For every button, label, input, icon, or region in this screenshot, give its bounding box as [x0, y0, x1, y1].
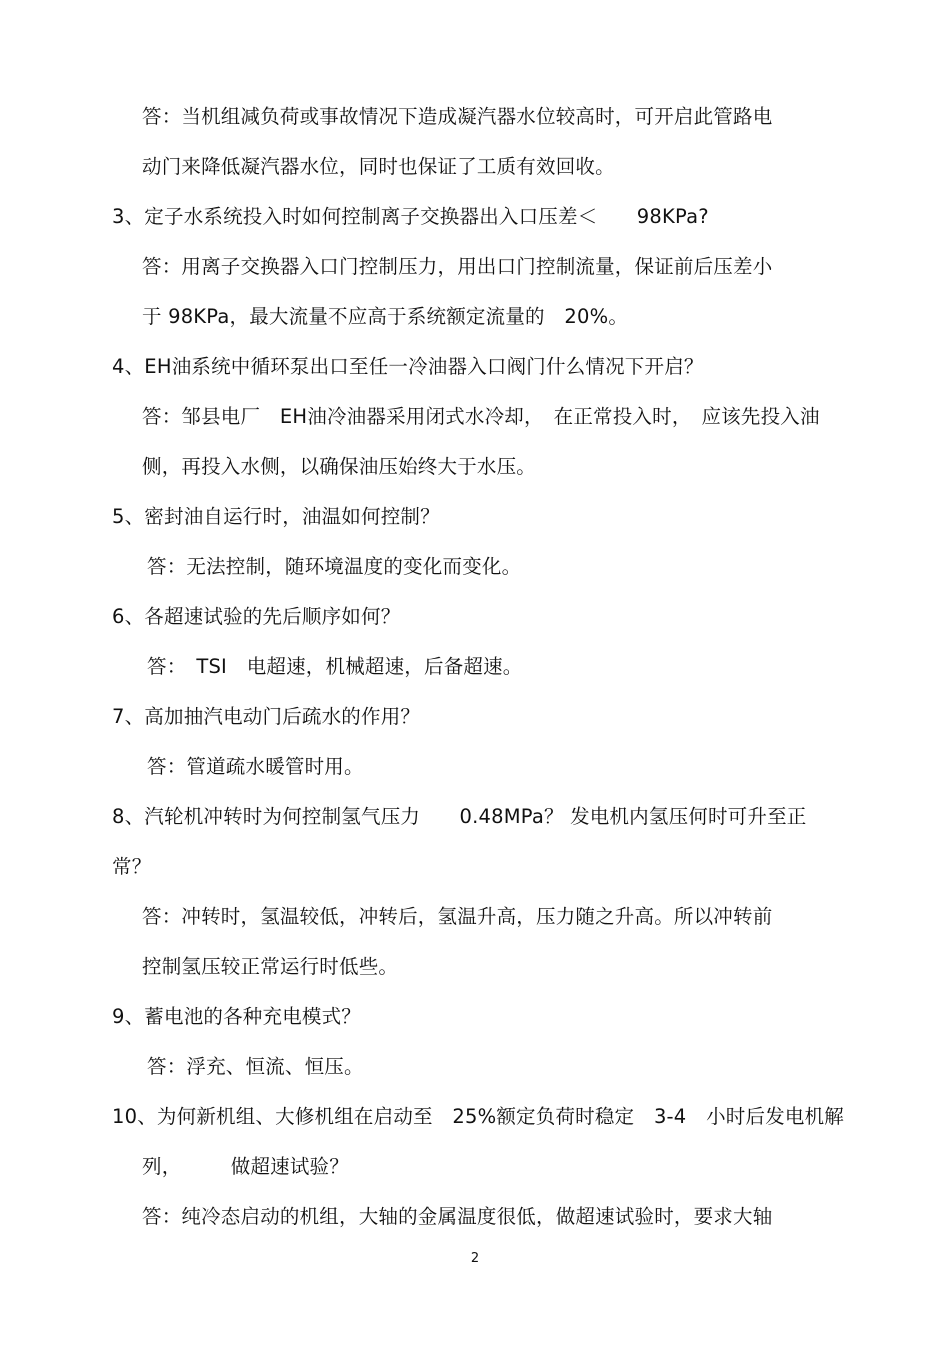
text-line: 控制氢压较正常运行时低些。	[142, 955, 399, 978]
text-line: 答：管道疏水暖管时用。	[147, 755, 364, 778]
text-line: 答：用离子交换器入口门控制压力，用出口门控制流量，保证前后压差小	[142, 255, 773, 278]
question-line: 3、定子水系统投入时如何控制离子交换器出入口压差＜ 98KPa?	[112, 205, 709, 228]
question-line: 列， 做超速试验？	[142, 1155, 349, 1178]
text-line: 答：冲转时，氢温较低，冲转后，氢温升高，压力随之升高。所以冲转前	[142, 905, 773, 928]
text-line: 答：无法控制，随环境温度的变化而变化。	[147, 555, 522, 578]
text-line: 答：当机组减负荷或事故情况下造成凝汽器水位较高时，可开启此管路电	[142, 105, 773, 128]
question-line: 5、密封油自运行时，油温如何控制？	[112, 505, 440, 528]
question-line: 8、汽轮机冲转时为何控制氢气压力 0.48MPa？ 发电机内氢压何时可升至正	[112, 805, 807, 828]
page-number: 2	[470, 1251, 480, 1266]
text-line: 答：浮充、恒流、恒压。	[147, 1055, 364, 1078]
question-line: 4、EH油系统中循环泵出口至任一冷油器入口阀门什么情况下开启？	[112, 355, 704, 378]
question-line: 7、高加抽汽电动门后疏水的作用？	[112, 705, 421, 728]
question-line: 常？	[112, 855, 152, 878]
question-line: 9、蓄电池的各种充电模式？	[112, 1005, 362, 1028]
question-line: 6、各超速试验的先后顺序如何？	[112, 605, 401, 628]
text-line: 动门来降低凝汽器水位，同时也保证了工质有效回收。	[142, 155, 615, 178]
text-line: 答：邹县电厂 EH油冷油器采用闭式水冷却， 在正常投入时， 应该先投入油	[142, 405, 820, 428]
text-line: 于 98KPa，最大流量不应高于系统额定流量的 20%。	[142, 305, 629, 328]
question-line: 10、为何新机组、大修机组在启动至 25%额定负荷时稳定 3-4 小时后发电机解	[112, 1105, 845, 1128]
text-line: 侧，再投入水侧，以确保油压始终大于水压。	[142, 455, 537, 478]
text-line: 答： TSI 电超速，机械超速，后备超速。	[147, 655, 523, 678]
text-line: 答：纯冷态启动的机组，大轴的金属温度很低，做超速试验时，要求大轴	[142, 1205, 773, 1228]
